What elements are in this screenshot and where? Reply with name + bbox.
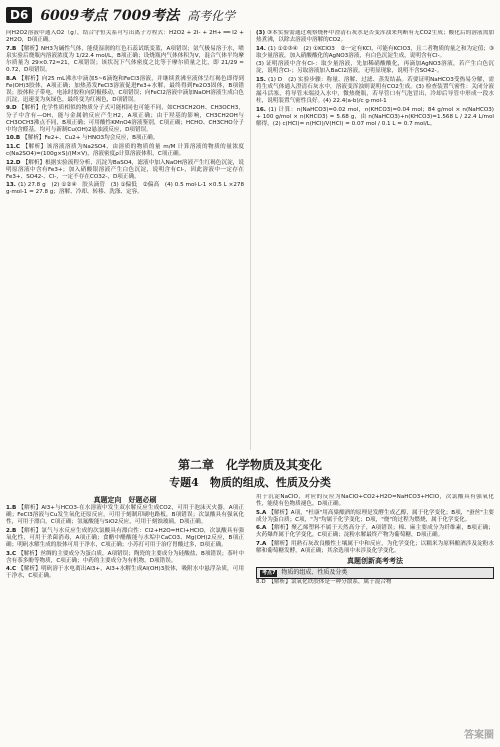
lower-left-items <box>6 505 244 580</box>
subject-title: 高考化学 <box>187 8 236 23</box>
answer-text: 【解析】A项，"杜康"用高粱酿酒的原理是发酵生成乙醇，属于化学变化；B项，"蚕丝"主要成分为蛋白质；C项，"为"均属于化学变化；D项，"烧"的过程为燃烧，属于化学变化。 <box>256 509 494 523</box>
answer-number: (3) <box>256 30 268 36</box>
answer-item <box>256 510 494 524</box>
answer-text: 【解析】Fe2+、Cu2+ 与HNO3均会反应，B项正确。 <box>22 135 159 142</box>
answer-text: 【解析】NH3为碱性气体，能使湿润的红色石蕊试纸变蓝，A项错误；氨气极易溶于水，喷泉实验后烧瓶内溶液浓度为 1/22.4 mol/L，B项正确；设烧瓶内气体体积为V，混合气体平均摩尔质量为 29×0.72≈21，C项错误；该状况下气体密度之比等于摩尔质量之比，即 21/29 ≈ 0.72，D项错误。 <box>6 45 244 73</box>
answer-item <box>6 182 244 196</box>
answer-text: 【解析】该溶液溶质为Na2SO4，由溶质的物质的量 m/M 计算溶液的物质的量浓度 c(Na2SO4)=(100g×S)/(M×V)，溶液密度ρ计算溶液体积，C项正确。 <box>6 143 244 157</box>
tag-label: 考点7 <box>262 570 276 577</box>
answer-number: 14. <box>256 45 268 52</box>
answer-number: 16. <box>256 106 269 113</box>
answer-text: 【解析】用熟石灰改良酸性土壤属于中和反应，为化学变化；以糯米为原料酿酒涉及淀粉水解和葡萄糖发酵，A项正确；其余选项中未涉及化学变化。 <box>256 541 494 555</box>
answer-text: 【解析】丝绸的主要成分为蛋白质，A项错误；陶瓷的主要成分为硅酸盐，B项错误；茶叶中含有茶多酚等物质，C项正确；中药的主要成分为有机物，D项错误。 <box>6 550 244 564</box>
answer-text: 用于沉淀NaClO，对应的反应为NaClO+CO2+H2O=NaHCO3+HClO，次氯酸具有强氧化性，能使有色物质褪色，D项正确。 <box>256 494 494 508</box>
page-number-box: D6 <box>6 7 32 23</box>
answer-text: 【解析】聚乙烯塑料不属于天然高分子，A项错误；棉、麻主要成分为纤维素，B项正确；火药爆炸属于化学变化，C项正确；淀粉水解最终产物为葡萄糖，D项正确。 <box>256 525 494 539</box>
answer-text: 【解析】化学性质相似的物质分子式可能相同也可能不同，如CH3CH2OH、CH3OCH3，分子中含有—OH，能与金属钠反应产生H2，A项正确；由于羟基的影响，CH3CH2OH与CH3OCH3沸点不同，B项正确；可用酸性KMnO4溶液鉴别，C项正确；HCHO、CH3CHO分子中均含醛基，均可与新制Cu(OH)2悬浊液反应，D项错误。 <box>6 105 244 133</box>
answer-item <box>256 107 494 128</box>
answer-item <box>256 30 494 44</box>
answer-text: (1) ①②③④ (2) ①KClO3 ②一定有KCl，可能有KClO3，且二者物质的量之和为定值；③取少量溶液，加入硝酸酸化的AgNO3溶液，有白色沉淀生成，说明含有Cl-。 <box>256 45 494 59</box>
answer-item <box>6 160 244 181</box>
tip-text: 8.D 【解析】氯氧化铁胶体是一种分散系，属于混合物 <box>256 578 392 585</box>
answer-number: 9.D <box>6 105 19 112</box>
answer-text: (1) D (2) 实验步骤：称量、溶解、过滤、蒸发结晶。若要证明NaHCO3受热易分解，需将生成气体通入澄清石灰水中，溶液变浑浊则说明有CO2生成。(3) 检查装置气密性：关闭分液漏斗活塞，将导管末端浸入水中，微热烧瓶，若导管口有气泡冒出，冷却后导管中形成一段水柱，说明装置气密性良好。(4) 22.4(a-b)/c g·mol-1 <box>256 77 494 105</box>
answer-text: 【解析】根据实验流程分析，沉淀为BaSO4，滤液中加入NaOH溶液产生红褐色沉淀，说明原溶液中含有Fe3+；加入硝酸银溶液产生白色沉淀，说明含有Cl-，因此溶液中一定存在Fe3+、SO42-、Cl-，一定不存在CO32-，D项正确。 <box>6 159 244 180</box>
chapter-title: 第二章 化学物质及其变化 <box>177 458 322 472</box>
answer-item <box>6 505 244 526</box>
watermark-logo: 答案圈 <box>464 730 494 741</box>
column-divider <box>250 30 251 450</box>
answer-item <box>256 541 494 555</box>
answer-text: 【解析】Al3+与HCO3-在水溶液中发生双水解反应生成CO2，可用于泡沫灭火器，A项正确；FeCl3溶液与Cu发生氧化还原反应，可用于刻制印刷电路板，B项错误；次氯酸具有强氧化性，可用于漂白，C项正确；氢氟酸能与SiO2反应，可用于刻蚀玻璃，D项正确。 <box>6 505 244 526</box>
answer-number: 1.B <box>6 505 19 512</box>
answer-item <box>6 105 244 133</box>
answer-item <box>256 46 494 60</box>
answer-number: 12.D <box>6 159 23 166</box>
answer-item <box>6 528 244 549</box>
tag-text: 物质的组成、性质及分类 <box>281 569 348 577</box>
answer-item <box>6 551 244 565</box>
topic-title: 专题4 物质的组成、性质及分类 <box>169 476 331 489</box>
answer-number: 11.C <box>6 143 23 150</box>
answer-item <box>256 77 494 105</box>
answer-text: 【解析】明矾溶于水电离出Al3+，Al3+水解生成Al(OH)3胶体，吸附水中悬浮杂质，可用于净水，C项正确。 <box>6 566 244 580</box>
lower-left-column <box>6 494 244 739</box>
answer-text: 向H2O2溶液中通入O2（g），结合守恒关系可写出离子方程式：H2O2 + 2I- + 2H+ ══ I2 + 2H2O，D项正确。 <box>6 30 244 44</box>
answer-number: 7.B <box>6 45 19 52</box>
section-heading: 真题定向 好题必刷 <box>93 495 157 504</box>
answer-item <box>6 30 244 44</box>
answer-number: 13. <box>6 182 18 189</box>
answer-text: (3) 证明溶液中含有Cl-：取少量溶液，先加稀硝酸酸化，再滴加AgNO3溶液，若产生白色沉淀，说明含Cl-；另取溶液加入BaCl2溶液，无明显现象，说明不含SO42-。 <box>256 61 494 75</box>
answer-text: (1) 计算：n(NaHCO3)=0.02 mol，n(KHCO3)=0.04 mol；84 g/mol × n(NaHCO3) + 100 g/mol × n(KHCO3) = 5.68 g，由 n(NaHCO3)+n(KHCO3)=1.568 L / 22.4 L/mol 解得。(2) c(HCl)= n(HCl)/V(HCl) = 0.07 mol / 0.1 L = 0.7 mol/L。 <box>256 106 494 128</box>
answer-number: 8.A <box>6 75 19 82</box>
answer-number: 15. <box>256 77 269 84</box>
answer-item <box>6 76 244 104</box>
answer-text: ③本实验需通过观察烧杯中澄清石灰水是否变浑浊来判断有无CO2生成；酸化后的溶液需加热煮沸，以除去溶液中溶解的CO2。 <box>256 30 494 44</box>
answer-number: 2.B <box>6 527 19 534</box>
answer-number: 5.A <box>256 509 269 516</box>
answer-item <box>256 61 494 75</box>
answer-item <box>6 135 244 142</box>
answer-item <box>6 566 244 580</box>
answer-text: (1) 27.8 g (2) ①②④ 胶头滴管 (3) ①偏低 ②偏高 (4) 0.5 mol·L-1 ×0.5 L ×278 g·mol-1 = 27.8 g；溶解、冷却、转移、洗涤、定容。 <box>6 182 244 196</box>
answer-number: 3.C <box>6 550 19 557</box>
tip-section-heading: 真题创新高考考法 <box>347 556 403 566</box>
answer-number: 6.A <box>256 525 269 532</box>
answer-number: 10.B <box>6 135 23 142</box>
lower-right-items <box>256 494 494 555</box>
answer-number: 4.C <box>6 566 19 573</box>
lower-right-column <box>256 494 494 739</box>
topic-tag-bar <box>256 567 494 579</box>
answer-text: 【解析】向25 mL沸水中滴加5~6滴饱和FeCl3溶液，并继续煮沸至液体呈红褐色即得到Fe(OH)3胶体，A项正确；加热蒸发FeCl3溶液促进Fe3+水解，最终得到Fe2O3固体，B项错误；胶体粒子带电，电泳时胶粒向阴极移动，C项错误；向FeCl2溶液中滴加NaOH溶液生成白色沉淀，迅速变为灰绿色，最终变为红褐色，D项错误。 <box>6 75 244 103</box>
answer-item <box>256 525 494 539</box>
answer-text: 【解析】氯气与水反应生成的次氯酸具有漂白性：Cl2+H2O=HCl+HClO，次氯酸具有强氧化性，可用于杀菌消毒，A项正确；食醋中醋酸能与水垢中CaCO3、Mg(OH)2反应，B项正确；明矾水解生成的胶体可用于净水，C项正确；小苏打可用于治疗胃酸过多，D项正确。 <box>6 527 244 549</box>
brand-logo: 6009考点 7009考法 <box>40 8 180 24</box>
answer-number: 7.A <box>256 541 269 548</box>
page-header <box>6 4 494 26</box>
answer-item <box>6 144 244 158</box>
answer-item <box>256 494 494 508</box>
answer-item <box>6 46 244 74</box>
